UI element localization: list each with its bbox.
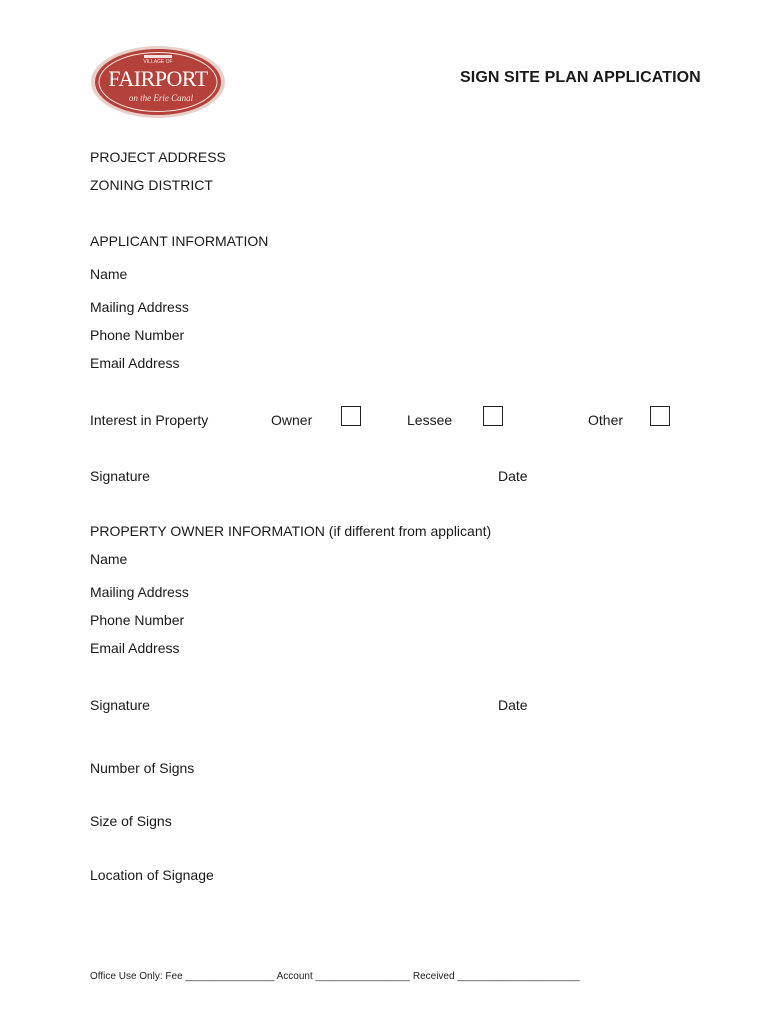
logo-name: FAIRPORT [108,66,208,91]
owner-phone-label: Phone Number [90,612,185,628]
applicant-phone-label: Phone Number [90,327,185,343]
applicant-name-label: Name [90,266,128,282]
location-of-signage-label: Location of Signage [90,867,214,883]
owner-option-label: Owner [271,412,313,428]
zoning-district-label: ZONING DISTRICT [90,177,213,193]
lessee-checkbox[interactable] [483,406,503,426]
fairport-logo [89,44,227,120]
office-use-footer: Office Use Only: Fee ________________ Account _________________ Received ______________________ [90,971,580,982]
owner-name-label: Name [90,551,128,567]
owner-email-label: Email Address [90,640,180,656]
applicant-email-label: Email Address [90,355,180,371]
project-address-label: PROJECT ADDRESS [90,149,226,165]
owner-heading: PROPERTY OWNER INFORMATION (if different from applicant) [90,523,492,539]
page-title: SIGN SITE PLAN APPLICATION [460,69,701,86]
number-of-signs-label: Number of Signs [90,760,195,776]
applicant-mailing-label: Mailing Address [90,299,189,315]
size-of-signs-label: Size of Signs [90,813,172,829]
applicant-date-label: Date [498,468,528,484]
logo-top-text: VILLAGE OF [143,59,173,65]
owner-mailing-label: Mailing Address [90,584,189,600]
applicant-heading: APPLICANT INFORMATION [90,233,269,249]
owner-checkbox[interactable] [341,406,361,426]
owner-signature-label: Signature [90,697,150,713]
owner-date-label: Date [498,697,528,713]
other-checkbox[interactable] [650,406,670,426]
logo-tagline: on the Erie Canal [128,93,194,103]
other-option-label: Other [588,412,624,428]
lessee-option-label: Lessee [407,412,453,428]
interest-label: Interest in Property [90,412,209,428]
applicant-signature-label: Signature [90,468,150,484]
